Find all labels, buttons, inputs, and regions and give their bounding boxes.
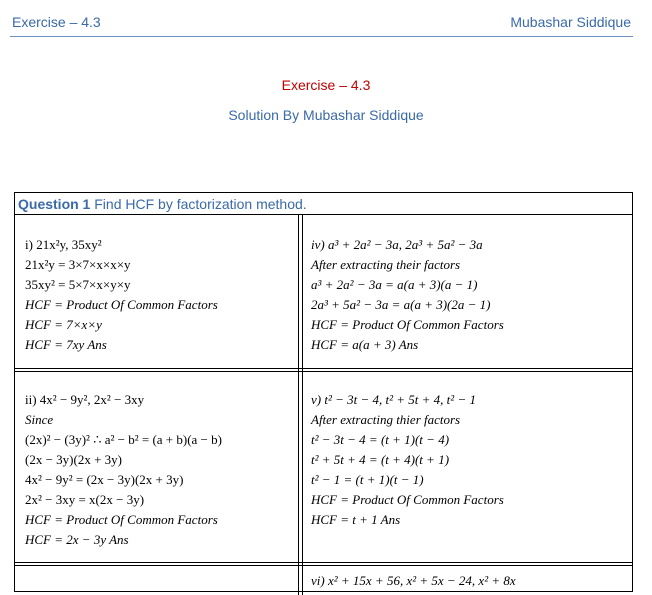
line: 4x² − 9y² = (2x − 3y)(2x + 3y) [25, 472, 184, 487]
cell-part-ii [25, 390, 222, 550]
line: HCF = 2x − 3y Ans [25, 532, 129, 547]
header-divider [10, 36, 633, 37]
cell-part-iv [311, 235, 504, 355]
line: t² − 1 = (t + 1)(t − 1) [311, 472, 424, 487]
line: ii) 4x² − 9y², 2x² − 3xy [25, 392, 145, 407]
row-divider-2 [15, 562, 632, 563]
line: t² − 3t − 4 = (t + 1)(t − 4) [311, 432, 450, 447]
line: HCF = Product Of Common Factors [311, 492, 504, 507]
running-header-left: Exercise – 4.3 [12, 14, 101, 30]
row-divider-1 [15, 368, 632, 369]
line: Since [25, 412, 54, 427]
line: HCF = Product Of Common Factors [311, 317, 504, 332]
line: HCF = t + 1 Ans [311, 512, 401, 527]
column-divider-double [302, 215, 303, 595]
line: (2x − 3y)(2x + 3y) [25, 452, 122, 467]
line: 2a³ + 5a² − 3a = a(a + 3)(2a − 1) [311, 297, 491, 312]
line: After extracting their factors [311, 257, 461, 272]
line: iv) a³ + 2a² − 3a, 2a³ + 5a² − 3a [311, 237, 483, 252]
line: v) t² − 3t − 4, t² + 5t + 4, t² − 1 [311, 392, 476, 407]
line: HCF = Product Of Common Factors [25, 512, 218, 527]
running-header-right: Mubashar Siddique [510, 14, 631, 30]
line: (2x)² − (3y)² ∴ a² − b² = (a + b)(a − b) [25, 432, 222, 447]
line: 21x²y = 3×7×x×x×y [25, 257, 131, 272]
cell-part-vi [311, 571, 516, 591]
line: t² + 5t + 4 = (t + 4)(t + 1) [311, 452, 450, 467]
line: HCF = 7xy Ans [25, 337, 107, 352]
line: i) 21x²y, 35xy² [25, 237, 102, 252]
document-title: Exercise – 4.3 [281, 77, 371, 93]
question-row [15, 193, 632, 215]
question-text: Find HCF by factorization method. [90, 196, 307, 212]
column-divider [298, 215, 299, 595]
line: HCF = 7×x×y [25, 317, 102, 332]
line: HCF = a(a + 3) Ans [311, 337, 419, 352]
line: 2x² − 3xy = x(2x − 3y) [25, 492, 145, 507]
line: HCF = Product Of Common Factors [25, 297, 218, 312]
line: vi) x² + 15x + 56, x² + 5x − 24, x² + 8x [311, 573, 516, 588]
cell-part-v [311, 390, 504, 530]
question-label: Question 1 [18, 196, 91, 212]
row-divider-2b [15, 565, 632, 566]
document-subtitle: Solution By Mubashar Siddique [228, 107, 424, 123]
line: After extracting thier factors [311, 412, 461, 427]
solution-table [14, 192, 633, 592]
row-divider-1b [15, 371, 632, 372]
line: 35xy² = 5×7×x×y×y [25, 277, 131, 292]
line: a³ + 2a² − 3a = a(a + 3)(a − 1) [311, 277, 478, 292]
cell-part-i [25, 235, 218, 355]
